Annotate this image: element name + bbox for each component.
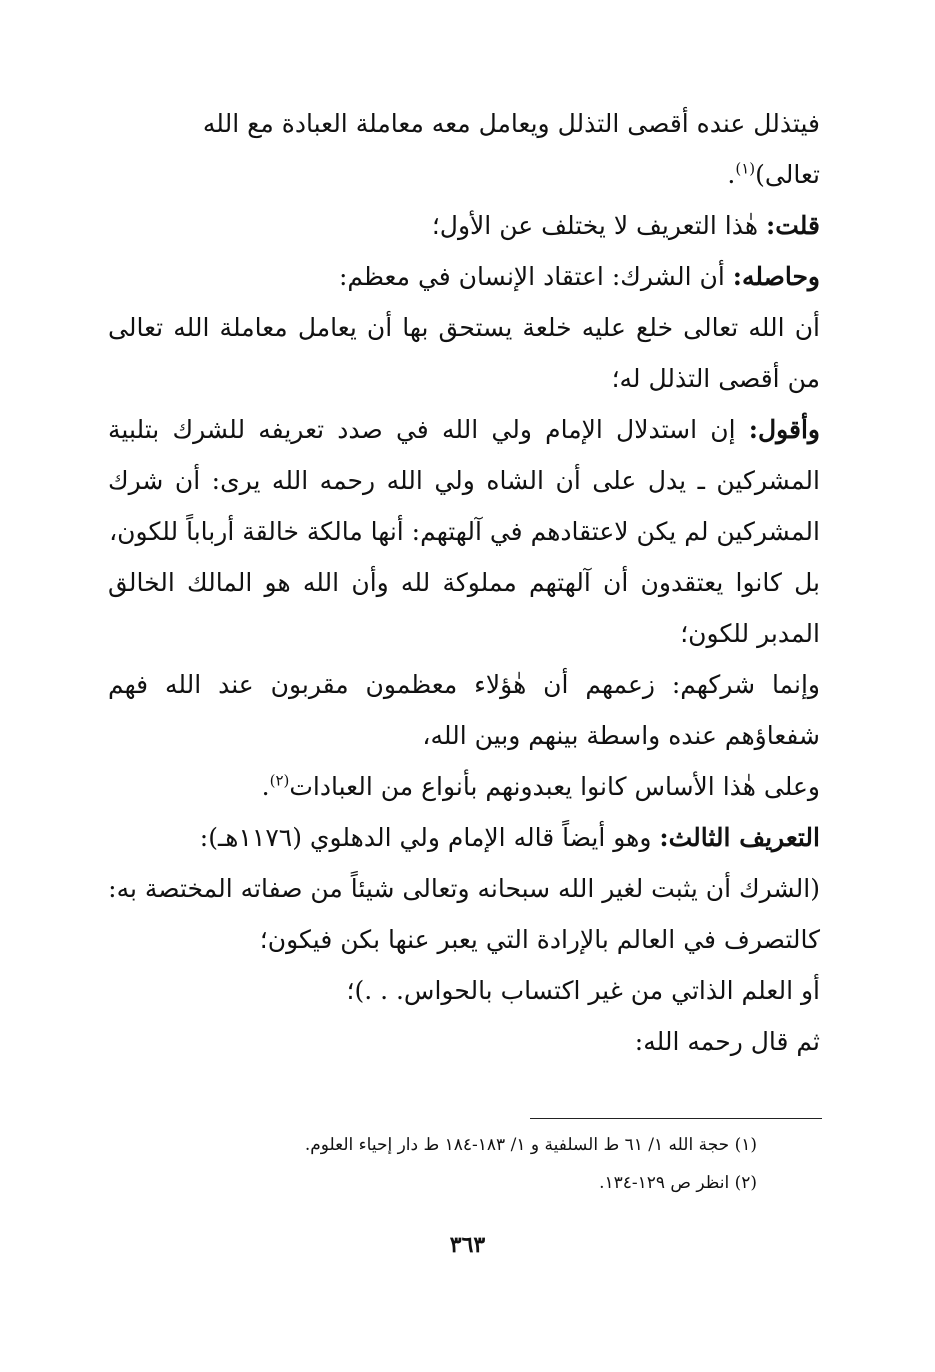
paragraph-5-text: إن استدلال الإمام ولي الله في صدد تعريفه للشرك بتلبية المشركين ـ يدل على أن الشاه ولي الله رحمه الله يرى: أن شرك المشركين لم يكن لاعتقادهم في آلهتهم: أنها مالكة خالقة أرباباً للكون، <box>108 415 820 546</box>
qult-label: قلت: <box>765 211 820 240</box>
paragraph-1-line-2: تعالى) <box>755 160 820 189</box>
paragraph-9 <box>108 812 820 863</box>
footnote-1: (١) حجة الله ١/ ٦١ ط السلفية و ١/ ١٨٣-١٨٤ ط دار إحياء العلوم. <box>304 1135 757 1155</box>
main-text <box>108 98 820 1067</box>
paragraph-11: كالتصرف في العالم بالإرادة التي يعبر عنها بكن فيكون؛ <box>259 925 820 954</box>
paragraph-1-line-1: فيتذلل عنده أقصى التذلل ويعامل معه معاملة العبادة مع الله <box>202 109 820 138</box>
paragraph-3 <box>108 251 820 302</box>
paragraph-1: فيتذلل عنده أقصى التذلل ويعامل معه معاملة العبادة مع الله تعالى)$^{(١)}$. <box>202 109 820 189</box>
paragraph-7: وإنما شركهم: زعمهم أن هٰؤلاء معظمون مقربون عند الله فهم شفعاؤهم عنده واسطة بينهم وبين الله، <box>108 670 820 750</box>
paragraph-2-text: هٰذا التعريف لا يختلف عن الأول؛ <box>431 211 766 240</box>
paragraph-8-text: وعلى هٰذا الأساس كانوا يعبدونهم بأنواع من العبادات <box>289 772 820 801</box>
hasiluhu-label: وحاصله: <box>732 262 820 291</box>
page-number: ٣٦٣ <box>449 1232 486 1258</box>
paragraph-3-text: أن الشرك: اعتقاد الإنسان في معظم: <box>338 262 733 291</box>
paragraph-9-text: وهو أيضاً قاله الإمام ولي الدهلوي (١١٧٦هـ): <box>199 823 660 852</box>
footnote-2: (٢) انظر ص ١٢٩-١٣٤. <box>599 1173 757 1193</box>
aqulu-label: وأقول: <box>748 415 820 444</box>
paragraph-6: بل كانوا يعتقدون أن آلهتهم مملوكة لله وأن الله هو المالك الخالق المدبر للكون؛ <box>108 568 820 648</box>
paragraph-13: ثم قال رحمه الله: <box>634 1027 820 1056</box>
paragraph-4: أن الله تعالى خلع عليه خلعة يستحق بها أن يعامل معاملة الله تعالى من أقصى التذلل له؛ <box>108 313 820 393</box>
paragraph-5 <box>108 404 820 557</box>
paragraph-2 <box>108 200 820 251</box>
paragraph-8: وعلى هٰذا الأساس كانوا يعبدونهم بأنواع من العبادات$^{(٢)}$. <box>261 771 820 801</box>
footnotes <box>150 1126 757 1202</box>
footnote-divider <box>530 1118 822 1119</box>
footnote-ref-1[interactable]: (١) <box>735 159 756 178</box>
third-definition-label: التعريف الثالث: <box>659 823 820 852</box>
paragraph-12: أو العلم الذاتي من غير اكتساب بالحواس. . .)؛ <box>346 976 820 1005</box>
footnote-ref-2[interactable]: (٢) <box>269 771 290 790</box>
paragraph-10: (الشرك أن يثبت لغير الله سبحانه وتعالى شيئاً من صفاته المختصة به: <box>108 874 820 903</box>
